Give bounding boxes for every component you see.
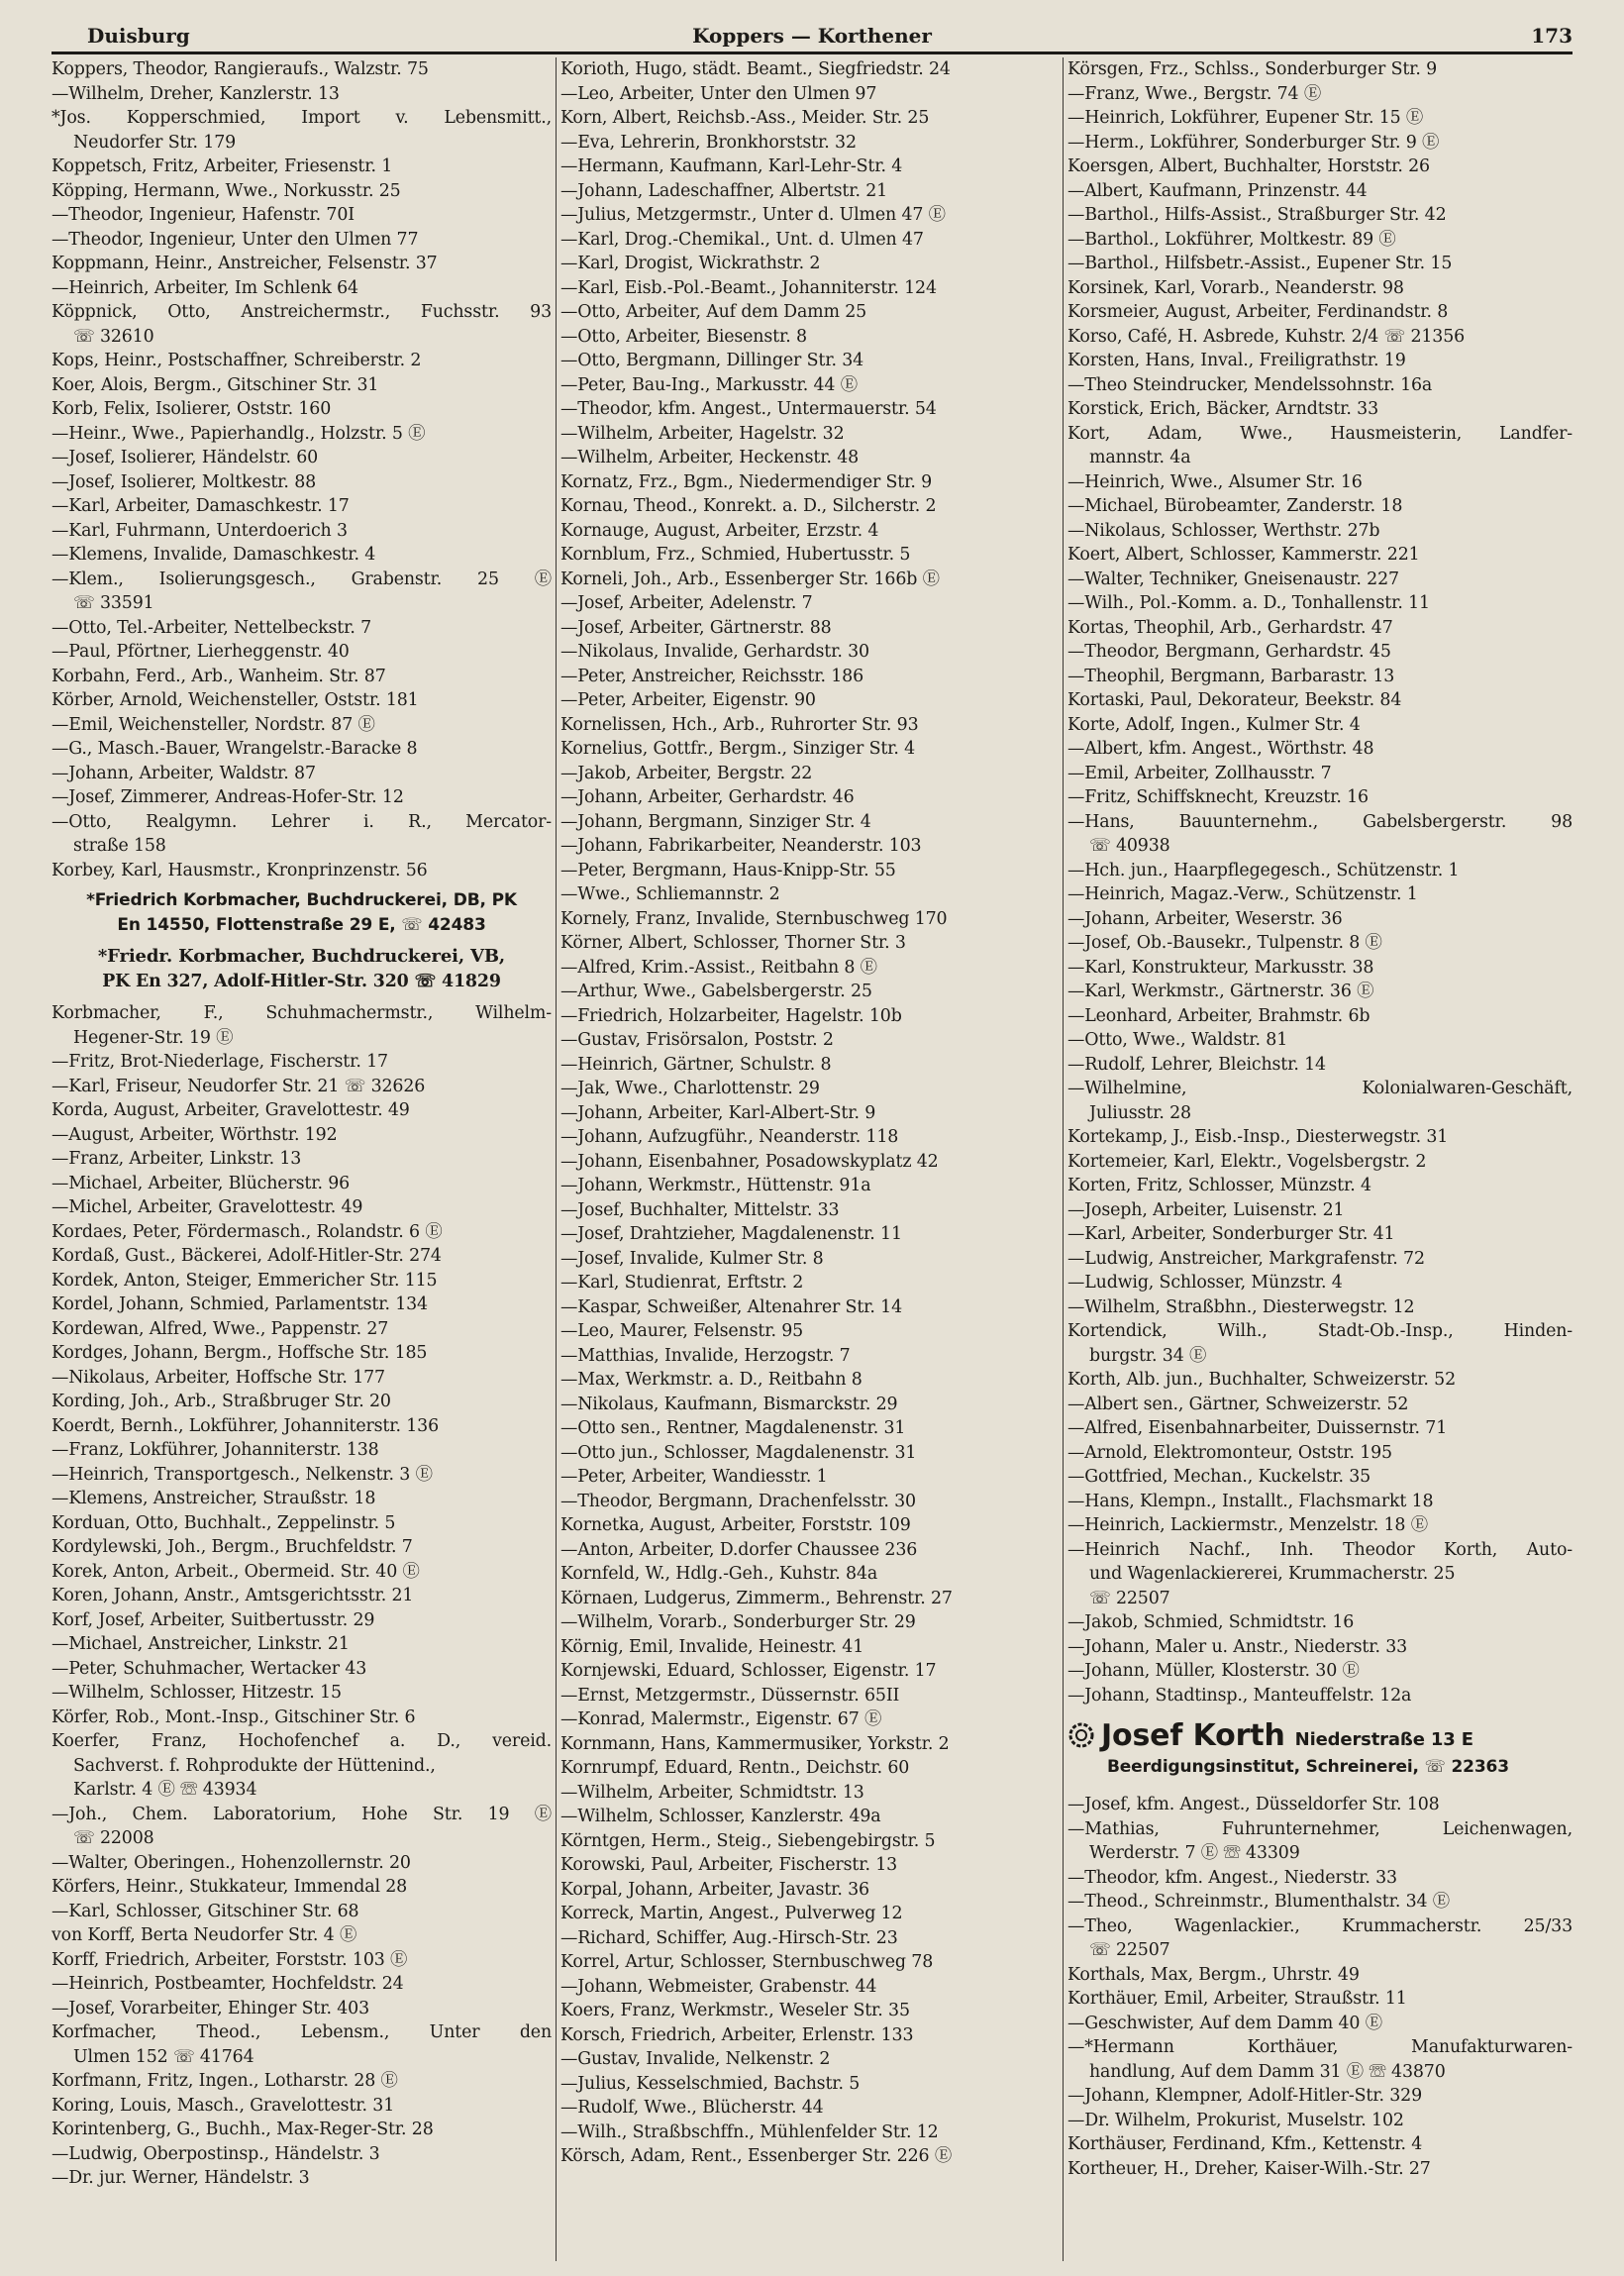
directory-entry: —Karl, Friseur, Neudorfer Str. 21 ☏ 32626 <box>51 1076 426 1096</box>
directory-entry: —Richard, Schiffer, Aug.-Hirsch-Str. 23 <box>560 1927 898 1948</box>
directory-entry: Korn, Albert, Reichsb.-Ass., Meider. Str. 25 <box>560 108 930 128</box>
column-rule <box>556 57 557 2261</box>
directory-entry: —Hermann, Kaufmann, Karl-Lehr-Str. 4 <box>560 156 903 176</box>
directory-entry: —Wilhelm, Arbeiter, Heckenstr. 48 <box>560 448 860 467</box>
directory-entry: —Josef, Arbeiter, Gärtnerstr. 88 <box>560 617 832 638</box>
directory-entry: Korstick, Erich, Bäcker, Arndtstr. 33 <box>1067 399 1379 419</box>
header-city: Duisburg <box>87 24 190 48</box>
directory-entry: Köppnick, Otto, Anstreichermstr., Fuchsstr. 93 <box>51 302 552 322</box>
directory-entry: —Peter, Bau-Ing., Markusstr. 44 Ⓔ <box>560 374 858 395</box>
directory-entry: ☏ 40938 <box>1089 836 1170 856</box>
directory-entry: Korte, Adolf, Ingen., Kulmer Str. 4 <box>1067 714 1361 735</box>
directory-entry: —Wilhelm, Vorarb., Sonderburger Str. 29 <box>560 1612 916 1632</box>
directory-entry: Kops, Heinr., Postschaffner, Schreiberstr. 2 <box>51 351 422 370</box>
directory-entry: —Emil, Arbeiter, Zollhausstr. 7 <box>1067 763 1332 783</box>
directory-entry: Kordylewski, Joh., Bergm., Bruchfeldstr. 7 <box>51 1537 413 1557</box>
directory-entry: Koert, Albert, Schlosser, Kammerstr. 221 <box>1067 545 1420 565</box>
directory-entry: —Walter, Techniker, Gneisenaustr. 227 <box>1067 569 1399 589</box>
directory-entry: —Klemens, Invalide, Damaschkestr. 4 <box>51 545 376 565</box>
directory-entry: —Peter, Anstreicher, Reichsstr. 186 <box>560 666 863 686</box>
directory-entry: —Theodor, kfm. Angest., Untermauerstr. 54 <box>560 399 937 419</box>
directory-entry: —Gottfried, Mechan., Kuckelstr. 35 <box>1067 1467 1371 1487</box>
directory-entry: —Michael, Anstreicher, Linkstr. 21 <box>51 1634 350 1654</box>
directory-entry: Kordges, Johann, Bergm., Hoffsche Str. 185 <box>51 1343 428 1363</box>
directory-entry: Kortaski, Paul, Dekorateur, Beekstr. 84 <box>1067 690 1402 710</box>
directory-entry: —Theo Steindrucker, Mendelssohnstr. 16a <box>1067 374 1433 395</box>
page-header <box>51 18 1573 54</box>
directory-entry: —Josef, Zimmerer, Andreas-Hofer-Str. 12 <box>51 787 404 807</box>
directory-entry: Kornelius, Gottfr., Bergm., Sinziger Str. 4 <box>560 739 916 759</box>
directory-entry: —Fritz, Brot-Niederlage, Fischerstr. 17 <box>51 1052 388 1072</box>
directory-entry: Kornrumpf, Eduard, Rentn., Deichstr. 60 <box>560 1758 910 1778</box>
directory-entry: —Anton, Arbeiter, D.dorfer Chaussee 236 <box>560 1539 918 1560</box>
directory-entry: —Johann, Arbeiter, Waldstr. 87 <box>51 763 316 783</box>
directory-entry: Korfmacher, Theod., Lebensm., Unter den <box>51 2022 552 2042</box>
directory-entry: Kortendick, Wilh., Stadt-Ob.-Insp., Hinden- <box>1067 1321 1573 1341</box>
directory-entry: Koring, Louis, Masch., Gravelottestr. 31 <box>51 2095 395 2116</box>
directory-entry: ☏ 33591 <box>73 593 154 613</box>
directory-entry: straße 158 <box>73 836 166 856</box>
directory-entry: —Josef, Invalide, Kulmer Str. 8 <box>560 1248 824 1269</box>
directory-entry: —Johann, Klempner, Adolf-Hitler-Str. 329 <box>1067 2086 1423 2106</box>
directory-entry: Korsch, Friedrich, Arbeiter, Erlenstr. 133 <box>560 2024 914 2045</box>
directory-entry: —Arthur, Wwe., Gabelsbergerstr. 25 <box>560 982 872 1001</box>
directory-entry: mannstr. 4a <box>1089 448 1191 467</box>
directory-entry: —Barthol., Hilfs-Assist., Straßburger Str. 42 <box>1067 205 1447 225</box>
directory-entry: —Friedrich, Holzarbeiter, Hagelstr. 10b <box>560 1005 902 1026</box>
directory-entry: —Ludwig, Schlosser, Münzstr. 4 <box>1067 1273 1343 1293</box>
directory-entry: —Rudolf, Wwe., Blücherstr. 44 <box>560 2098 824 2118</box>
directory-entry: Koren, Johann, Anstr., Amtsgerichtsstr. 21 <box>51 1586 414 1605</box>
directory-entry: —Wwe., Schliemannstr. 2 <box>560 884 780 904</box>
directory-entry: —Johann, Müller, Klosterstr. 30 Ⓔ <box>1067 1661 1360 1681</box>
directory-entry: —August, Arbeiter, Wörthstr. 192 <box>51 1124 338 1145</box>
column-2 <box>560 57 1059 2261</box>
directory-entry: Korbahn, Ferd., Arb., Wanheim. Str. 87 <box>51 666 386 686</box>
directory-entry: von Korff, Berta Neudorfer Str. 4 Ⓔ <box>51 1925 357 1945</box>
directory-entry: —Ludwig, Oberpostinsp., Händelstr. 3 <box>51 2143 380 2164</box>
directory-entry: —Karl, Drog.-Chemikal., Unt. d. Ulmen 47 <box>560 229 924 250</box>
directory-entry: —Peter, Bergmann, Haus-Knipp-Str. 55 <box>560 860 896 880</box>
directory-entry: —Theodor, Bergmann, Gerhardstr. 45 <box>1067 642 1391 662</box>
directory-entry: Kornau, Theod., Konrekt. a. D., Silcherstr. 2 <box>560 496 937 516</box>
directory-entry: —Johann, Eisenbahner, Posadowskyplatz 42 <box>560 1151 939 1172</box>
directory-entry: —Johann, Stadtinsp., Manteuffelstr. 12a <box>1067 1685 1412 1706</box>
directory-entry: —Otto, Tel.-Arbeiter, Nettelbeckstr. 7 <box>51 617 372 638</box>
directory-entry: Koppmann, Heinr., Anstreicher, Felsenstr. 37 <box>51 254 438 273</box>
directory-entry: —Karl, Arbeiter, Sonderburger Str. 41 <box>1067 1224 1395 1244</box>
directory-entry: Kortheuer, H., Dreher, Kaiser-Wilh.-Str. 27 <box>1067 2158 1431 2179</box>
directory-entry: Kornmann, Hans, Kammermusiker, Yorkstr. 2 <box>560 1733 950 1754</box>
directory-entry: Korpal, Johann, Arbeiter, Javastr. 36 <box>560 1879 869 1900</box>
directory-entry: —Walter, Oberingen., Hohenzollernstr. 20 <box>51 1852 411 1873</box>
directory-entry: Kordel, Johann, Schmied, Parlamentstr. 134 <box>51 1294 428 1314</box>
directory-entry: —Karl, Konstrukteur, Markusstr. 38 <box>1067 957 1374 978</box>
directory-entry: —Max, Werkmstr. a. D., Reitbahn 8 <box>560 1370 863 1390</box>
directory-entry: Korda, August, Arbeiter, Gravelottestr. 49 <box>51 1100 410 1120</box>
ad-address: Niederstraße 13 E <box>1294 1729 1473 1750</box>
directory-entry: —Johann, Arbeiter, Weserstr. 36 <box>1067 908 1343 929</box>
directory-entry: Kornatz, Frz., Bgm., Niedermendiger Str. 9 <box>560 471 933 492</box>
directory-entry: —Otto, Arbeiter, Biesenstr. 8 <box>560 326 807 347</box>
directory-entry: ☏ 22507 <box>1089 1588 1170 1608</box>
directory-entry: —Theo, Wagenlackier., Krummacherstr. 25/33 <box>1067 1915 1573 1936</box>
directory-entry: —Nikolaus, Invalide, Gerhardstr. 30 <box>560 642 869 662</box>
directory-entry: Neudorfer Str. 179 <box>73 132 237 153</box>
directory-entry: Körfer, Rob., Mont.-Insp., Gitschiner Str. 6 <box>51 1707 416 1727</box>
directory-entry: Korintenberg, G., Buchh., Max-Reger-Str. 28 <box>51 2120 434 2139</box>
ad-line: En 14550, Flottenstraße 29 E, ☏ 42483 <box>117 914 486 935</box>
directory-entry: —Heinrich, Wwe., Alsumer Str. 16 <box>1067 471 1363 492</box>
directory-entry: —Wilh., Pol.-Komm. a. D., Tonhallenstr. 11 <box>1067 593 1430 613</box>
directory-entry: —Franz, Lokführer, Johanniterstr. 138 <box>51 1440 379 1460</box>
directory-entry: Korso, Café, H. Asbrede, Kuhstr. 2/4 ☏ 21356 <box>1067 326 1466 347</box>
directory-entry: —Johann, Arbeiter, Karl-Albert-Str. 9 <box>560 1102 876 1123</box>
directory-entry: —Nikolaus, Arbeiter, Hoffsche Str. 177 <box>51 1367 385 1388</box>
directory-entry: —Josef, Ob.-Bausekr., Tulpenstr. 8 Ⓔ <box>1067 933 1382 953</box>
directory-entry: —Joh., Chem. Laboratorium, Hohe Str. 19 Ⓔ <box>51 1804 552 1824</box>
directory-entry: Körfers, Heinr., Stukkateur, Immendal 28 <box>51 1877 408 1897</box>
directory-entry: —Heinrich, Magaz.-Verw., Schützenstr. 1 <box>1067 884 1418 904</box>
directory-entry: Kortemeier, Karl, Elektr., Vogelsbergstr. 2 <box>1067 1151 1427 1172</box>
directory-entry: —Otto jun., Schlosser, Magdalenenstr. 31 <box>560 1442 917 1463</box>
directory-entry: Korioth, Hugo, städt. Beamt., Siegfriedstr. 24 <box>560 59 951 79</box>
directory-entry: Korowski, Paul, Arbeiter, Fischerstr. 13 <box>560 1855 898 1875</box>
directory-entry: —Eva, Lehrerin, Bronkhorststr. 32 <box>560 132 857 153</box>
directory-entry: —Karl, Eisb.-Pol.-Beamt., Johanniterstr. 124 <box>560 277 937 298</box>
directory-entry: —Michael, Arbeiter, Blücherstr. 96 <box>51 1173 351 1193</box>
directory-entry: —Klemens, Anstreicher, Straußstr. 18 <box>51 1489 376 1508</box>
ad-line: PK En 327, Adolf-Hitler-Str. 320 ☏ 41829 <box>102 971 501 991</box>
directory-entry: Köpping, Hermann, Wwe., Norkusstr. 25 <box>51 180 401 201</box>
directory-entry: Korth, Alb. jun., Buchhalter, Schweizerstr. 52 <box>1067 1370 1456 1390</box>
directory-entry: Kortekamp, J., Eisb.-Insp., Diesterwegstr. 31 <box>1067 1127 1449 1147</box>
directory-entry: Körnaen, Ludgerus, Zimmerm., Behrenstr. 27 <box>560 1588 953 1608</box>
directory-entry: Werderstr. 7 Ⓔ ☏ 43309 <box>1089 1843 1300 1863</box>
directory-entry: —Johann, Arbeiter, Gerhardstr. 46 <box>560 787 855 807</box>
ad-headline <box>1067 1718 1573 1753</box>
directory-entry: ☏ 32610 <box>73 326 154 347</box>
directory-entry: Körsgen, Frz., Schlss., Sonderburger Str. 9 <box>1067 59 1438 79</box>
directory-entry: Kordek, Anton, Steiger, Emmericher Str. 115 <box>51 1270 438 1291</box>
directory-entry: —Leonhard, Arbeiter, Brahmstr. 6b <box>1067 1005 1370 1026</box>
directory-entry: —Jakob, Arbeiter, Bergstr. 22 <box>560 763 813 783</box>
directory-entry: Korduan, Otto, Buchhalt., Zeppelinstr. 5 <box>51 1512 396 1533</box>
directory-entry: —Johann, Ladeschaffner, Albertstr. 21 <box>560 180 888 201</box>
directory-entry: Körnig, Emil, Invalide, Heinestr. 41 <box>560 1636 864 1657</box>
directory-entry: Korthals, Max, Bergm., Uhrstr. 49 <box>1067 1964 1360 1985</box>
directory-entry: —Wilhelm, Schlosser, Hitzestr. 15 <box>51 1683 342 1703</box>
directory-entry: —Theodor, Ingenieur, Hafenstr. 70I <box>51 205 355 225</box>
directory-entry: —Wilhelm, Schlosser, Kanzlerstr. 49a <box>560 1807 881 1826</box>
directory-entry: Hegener-Str. 19 Ⓔ <box>73 1027 234 1048</box>
directory-entry: —*Hermann Korthäuer, Manufakturwaren- <box>1067 2037 1573 2057</box>
directory-entry: Koppers, Theodor, Rangieraufs., Walzstr. 75 <box>51 59 429 79</box>
directory-entry: —Joseph, Arbeiter, Luisenstr. 21 <box>1067 1199 1345 1220</box>
directory-entry: —Heinrich Nachf., Inh. Theodor Korth, Auto- <box>1067 1539 1573 1560</box>
directory-entry: —Karl, Schlosser, Gitschiner Str. 68 <box>51 1901 359 1921</box>
directory-entry: Kornelissen, Hch., Arb., Ruhrorter Str. 93 <box>560 714 919 735</box>
directory-entry: —Hans, Klempn., Installt., Flachsmarkt 18 <box>1067 1491 1434 1511</box>
directory-entry: —Nikolaus, Schlosser, Werthstr. 27b <box>1067 520 1380 541</box>
directory-entry: —Karl, Fuhrmann, Unterdoerich 3 <box>51 520 348 541</box>
directory-entry: —Theophil, Bergmann, Barbarastr. 13 <box>1067 666 1395 686</box>
directory-entry: Körner, Albert, Schlosser, Thorner Str. 3 <box>560 933 906 953</box>
directory-entry: —Karl, Werkmstr., Gärtnerstr. 36 Ⓔ <box>1067 982 1374 1001</box>
directory-entry: Koersgen, Albert, Buchhalter, Horststr. 26 <box>1067 156 1430 176</box>
directory-entry: Kording, Joh., Arb., Straßbruger Str. 20 <box>51 1392 391 1411</box>
directory-entry: —Johann, Aufzugführ., Neanderstr. 118 <box>560 1127 899 1147</box>
directory-entry: —Dr. jur. Werner, Händelstr. 3 <box>51 2168 310 2188</box>
column-3 <box>1067 57 1573 2261</box>
directory-entry: —Gustav, Invalide, Nelkenstr. 2 <box>560 2049 831 2069</box>
directory-entry: —Arnold, Elektromonteur, Oststr. 195 <box>1067 1442 1392 1463</box>
directory-entry: —Fritz, Schiffsknecht, Kreuzstr. 16 <box>1067 787 1369 807</box>
directory-entry: —Geschwister, Auf dem Damm 40 Ⓔ <box>1067 2013 1382 2033</box>
directory-entry: —Kaspar, Schweißer, Altenahrer Str. 14 <box>560 1296 902 1317</box>
directory-entry: —Ludwig, Anstreicher, Markgrafenstr. 72 <box>1067 1248 1425 1269</box>
directory-entry: handlung, Auf dem Damm 31 Ⓔ ☏ 43870 <box>1089 2061 1446 2082</box>
directory-entry: ☏ 22507 <box>1089 1940 1170 1960</box>
directory-entry: —Wilhelm, Dreher, Kanzlerstr. 13 <box>51 83 340 104</box>
directory-entry: Ulmen 152 ☏ 41764 <box>73 2046 254 2067</box>
directory-entry: *Jos. Kopperschmied, Import v. Lebensmitt., <box>51 108 552 128</box>
directory-entry: Kornblum, Frz., Schmied, Hubertusstr. 5 <box>560 545 911 565</box>
directory-entry: Korek, Anton, Arbeit., Obermeid. Str. 40 Ⓔ <box>51 1561 420 1582</box>
directory-entry: burgstr. 34 Ⓔ <box>1089 1345 1207 1366</box>
directory-entry: —Heinrich, Gärtner, Schulstr. 8 <box>560 1054 832 1075</box>
directory-entry: —G., Masch.-Bauer, Wrangelstr.-Baracke 8 <box>51 739 418 759</box>
directory-entry: —Theodor, Ingenieur, Unter den Ulmen 77 <box>51 229 419 250</box>
directory-entry: —Albert sen., Gärtner, Schweizerstr. 52 <box>1067 1394 1409 1414</box>
directory-entry: —Franz, Arbeiter, Linkstr. 13 <box>51 1149 302 1169</box>
directory-entry: —Otto, Arbeiter, Auf dem Damm 25 <box>560 302 867 322</box>
directory-entry: Kornauge, August, Arbeiter, Erzstr. 4 <box>560 520 879 541</box>
directory-entry: Korbmacher, F., Schuhmachermstr., Wilhelm- <box>51 1003 552 1023</box>
directory-entry: —Leo, Maurer, Felsenstr. 95 <box>560 1321 804 1341</box>
directory-entry: —Johann, Fabrikarbeiter, Neanderstr. 103 <box>560 836 922 856</box>
directory-entry: —Josef, Buchhalter, Mittelstr. 33 <box>560 1199 840 1220</box>
directory-entry: —Johann, Werkmstr., Hüttenstr. 91a <box>560 1176 871 1195</box>
directory-entry: —Gustav, Frisörsalon, Poststr. 2 <box>560 1030 834 1050</box>
ad-name: Josef Korth <box>1101 1718 1285 1753</box>
directory-entry: —Konrad, Malermstr., Eigenstr. 67 Ⓔ <box>560 1709 882 1729</box>
directory-entry: —Theod., Schreinmstr., Blumenthalstr. 34 Ⓔ <box>1067 1892 1451 1912</box>
directory-entry: —Josef, Drahtzieher, Magdalenenstr. 11 <box>560 1224 902 1244</box>
directory-entry: Korneli, Joh., Arb., Essenberger Str. 166b Ⓔ <box>560 569 940 589</box>
directory-entry: Korsten, Hans, Inval., Freiligrathstr. 19 <box>1067 351 1406 370</box>
directory-entry: —Heinrich, Arbeiter, Im Schlenk 64 <box>51 277 358 298</box>
directory-entry: —Heinrich, Lackiermstr., Menzelstr. 18 Ⓔ <box>1067 1515 1428 1535</box>
directory-entry: —Josef, Isolierer, Moltkestr. 88 <box>51 471 317 492</box>
directory-entry: —Dr. Wilhelm, Prokurist, Muselstr. 102 <box>1067 2110 1404 2130</box>
directory-entry: Kornfeld, W., Hdlg.-Geh., Kuhstr. 84a <box>560 1564 878 1584</box>
directory-entry: Koppetsch, Fritz, Arbeiter, Friesenstr. 1 <box>51 156 393 176</box>
directory-entry: —Wilh., Straßbschffn., Mühlenfelder Str. 12 <box>560 2121 939 2142</box>
directory-entry: Korfmann, Fritz, Ingen., Lotharstr. 28 Ⓔ <box>51 2071 398 2091</box>
header-range: Koppers — Korthener <box>692 24 932 48</box>
directory-entry: —Matthias, Invalide, Herzogstr. 7 <box>560 1345 851 1366</box>
directory-entry: —Herm., Lokführer, Sonderburger Str. 9 Ⓔ <box>1067 132 1440 153</box>
directory-entry: Koerdt, Bernh., Lokführer, Johanniterstr. 136 <box>51 1415 439 1436</box>
directory-entry: Kornjewski, Eduard, Schlosser, Eigenstr. 17 <box>560 1661 937 1681</box>
directory-entry: —Wilhelm, Arbeiter, Hagelstr. 32 <box>560 423 845 444</box>
directory-entry: Kordaß, Gust., Bäckerei, Adolf-Hitler-Str. 274 <box>51 1246 442 1266</box>
directory-entry: —Albert, Kaufmann, Prinzenstr. 44 <box>1067 180 1368 201</box>
directory-entry: —Heinr., Wwe., Papierhandlg., Holzstr. 5 Ⓔ <box>51 423 426 444</box>
directory-entry: —Wilhelm, Straßbhn., Diesterwegstr. 12 <box>1067 1296 1415 1317</box>
directory-entry: —Alfred, Krim.-Assist., Reitbahn 8 Ⓔ <box>560 957 877 978</box>
directory-entry: —Michel, Arbeiter, Gravelottestr. 49 <box>51 1197 363 1217</box>
directory-entry: Körsch, Adam, Rent., Essenberger Str. 226 Ⓔ <box>560 2146 953 2166</box>
directory-entry: Korrel, Artur, Schlosser, Sternbuschweg 78 <box>560 1952 934 1972</box>
directory-entry: —Heinrich, Postbeamter, Hochfeldstr. 24 <box>51 1974 404 1994</box>
directory-entry: —Peter, Arbeiter, Wandiesstr. 1 <box>560 1467 828 1487</box>
directory-entry: —Paul, Pförtner, Lierheggenstr. 40 <box>51 642 350 662</box>
directory-entry: —Emil, Weichensteller, Nordstr. 87 Ⓔ <box>51 714 375 735</box>
column-rule <box>1063 57 1064 2261</box>
directory-entry: —Barthol., Lokführer, Moltkestr. 89 Ⓔ <box>1067 229 1396 250</box>
directory-entry: —Leo, Arbeiter, Unter den Ulmen 97 <box>560 83 877 104</box>
directory-entry: —Nikolaus, Kaufmann, Bismarckstr. 29 <box>560 1394 898 1414</box>
directory-entry: und Wagenlackiererei, Krummacherstr. 25 <box>1089 1564 1456 1584</box>
directory-entry: Korb, Felix, Isolierer, Oststr. 160 <box>51 399 332 419</box>
directory-entry: —Karl, Arbeiter, Damaschkestr. 17 <box>51 496 350 516</box>
directory-entry: —Peter, Schuhmacher, Wertacker 43 <box>51 1658 367 1679</box>
directory-entry: Kordaes, Peter, Fördermasch., Rolandstr. 6 Ⓔ <box>51 1221 443 1242</box>
directory-entry: —Klem., Isolierungsgesch., Grabenstr. 25 Ⓔ <box>51 569 552 589</box>
directory-entry: Kornetka, August, Arbeiter, Forststr. 109 <box>560 1515 911 1535</box>
directory-entry: —Franz, Wwe., Bergstr. 74 Ⓔ <box>1067 83 1322 104</box>
directory-entry: Korf, Josef, Arbeiter, Suitbertusstr. 29 <box>51 1609 375 1630</box>
directory-entry: —Hch. jun., Haarpflegegesch., Schützenstr. 1 <box>1067 860 1460 880</box>
directory-entry: —Karl, Drogist, Wickrathstr. 2 <box>560 254 821 273</box>
directory-entry: Koers, Franz, Werkmstr., Weseler Str. 35 <box>560 2001 910 2020</box>
directory-entry: Korsmeier, August, Arbeiter, Ferdinandstr. 8 <box>1067 302 1449 322</box>
directory-entry: —Johann, Maler u. Anstr., Niederstr. 33 <box>1067 1636 1408 1657</box>
directory-entry: Sachverst. f. Rohprodukte der Hüttenind., <box>73 1755 436 1776</box>
ad-subline: Beerdigungsinstitut, Schreinerei, ☏ 22363 <box>1107 1756 1509 1777</box>
directory-entry: —Otto, Realgymn. Lehrer i. R., Mercator- <box>51 811 552 832</box>
directory-entry: —Karl, Studienrat, Erftstr. 2 <box>560 1273 804 1293</box>
directory-entry: —Ernst, Metzgermstr., Düssernstr. 65II <box>560 1685 900 1706</box>
directory-entry: Kornely, Franz, Invalide, Sternbuschweg 170 <box>560 908 948 929</box>
directory-entry: Koer, Alois, Bergm., Gitschiner Str. 31 <box>51 374 379 395</box>
directory-entry: Körntgen, Herm., Steig., Siebengebirgstr. 5 <box>560 1830 936 1851</box>
ad-josef-korth <box>1067 1718 1573 1779</box>
directory-entry: Karlstr. 4 Ⓔ ☏ 43934 <box>73 1780 257 1800</box>
directory-entry: —Michael, Bürobeamter, Zanderstr. 18 <box>1067 496 1403 516</box>
directory-entry: —Otto, Bergmann, Dillinger Str. 34 <box>560 351 864 370</box>
ad-korbmacher-1 <box>51 888 552 937</box>
directory-entry: ☏ 22008 <box>73 1828 154 1848</box>
directory-entry: —Rudolf, Lehrer, Bleichstr. 14 <box>1067 1054 1326 1075</box>
directory-entry: Korreck, Martin, Angest., Pulverweg 12 <box>560 1904 903 1923</box>
directory-entry: —Wilhelmine, Kolonialwaren-Geschäft, <box>1067 1079 1573 1098</box>
directory-entry: —Otto sen., Rentner, Magdalenenstr. 31 <box>560 1418 906 1438</box>
directory-entry: Körber, Arnold, Weichensteller, Oststr. 181 <box>51 690 419 710</box>
directory-entry: —Theodor, kfm. Angest., Niederstr. 33 <box>1067 1867 1397 1888</box>
directory-entry: —Alfred, Eisenbahnarbeiter, Duissernstr. 71 <box>1067 1418 1448 1438</box>
directory-entry: —Theodor, Bergmann, Drachenfelsstr. 30 <box>560 1491 916 1511</box>
directory-entry: —Josef, Isolierer, Händelstr. 60 <box>51 448 319 467</box>
directory-entry: Kordewan, Alfred, Wwe., Pappenstr. 27 <box>51 1318 389 1339</box>
directory-entry: —Heinrich, Transportgesch., Nelkenstr. 3 Ⓔ <box>51 1464 433 1485</box>
directory-entry: Kort, Adam, Wwe., Hausmeisterin, Landfer- <box>1067 423 1573 444</box>
directory-entry: —Hans, Bauunternehm., Gabelsbergerstr. 98 <box>1067 811 1573 832</box>
directory-entry: —Josef, kfm. Angest., Düsseldorfer Str. 108 <box>1067 1795 1440 1814</box>
directory-entry: —Johann, Webmeister, Grabenstr. 44 <box>560 1976 877 1997</box>
directory-entry: Koerfer, Franz, Hochofenchef a. D., vereid. <box>51 1731 552 1751</box>
directory-entry: —Barthol., Hilfsbetr.-Assist., Eupener Str. 15 <box>1067 254 1453 273</box>
directory-entry: —Josef, Vorarbeiter, Ehinger Str. 403 <box>51 1998 369 2018</box>
column-1 <box>51 57 552 2261</box>
directory-entry: —Otto, Wwe., Waldstr. 81 <box>1067 1030 1288 1050</box>
ad-line: *Friedrich Korbmacher, Buchdruckerei, DB, PK <box>86 890 517 910</box>
directory-entry: —Jakob, Schmied, Schmidtstr. 16 <box>1067 1612 1355 1632</box>
ad-line: *Friedr. Korbmacher, Buchdruckerei, VB, <box>97 946 506 967</box>
directory-entry: —Albert, kfm. Angest., Wörthstr. 48 <box>1067 739 1374 759</box>
wreath-logo-icon <box>1067 1721 1095 1749</box>
directory-entry: —Mathias, Fuhrunternehmer, Leichenwagen, <box>1067 1818 1573 1839</box>
directory-entry: —Johann, Bergmann, Sinziger Str. 4 <box>560 811 871 832</box>
page-number: 173 <box>1531 24 1573 48</box>
directory-entry: Korff, Friedrich, Arbeiter, Forststr. 103 Ⓔ <box>51 1949 408 1970</box>
ad-korbmacher-2 <box>51 945 552 993</box>
directory-entry: Korten, Fritz, Schlosser, Münzstr. 4 <box>1067 1176 1371 1195</box>
directory-entry: —Josef, Arbeiter, Adelenstr. 7 <box>560 593 813 613</box>
directory-entry: —Jak, Wwe., Charlottenstr. 29 <box>560 1079 820 1098</box>
directory-entry: Korbey, Karl, Hausmstr., Kronprinzenstr. 56 <box>51 860 428 880</box>
directory-entry: —Peter, Arbeiter, Eigenstr. 90 <box>560 690 816 710</box>
directory-entry: —Julius, Metzgermstr., Unter d. Ulmen 47 Ⓔ <box>560 205 946 225</box>
directory-entry: Kortas, Theophil, Arb., Gerhardstr. 47 <box>1067 617 1393 638</box>
directory-entry: —Heinrich, Lokführer, Eupener Str. 15 Ⓔ <box>1067 108 1424 128</box>
directory-entry: —Julius, Kesselschmied, Bachstr. 5 <box>560 2073 861 2094</box>
directory-entry: Korthäuser, Ferdinand, Kfm., Kettenstr. 4 <box>1067 2134 1423 2154</box>
directory-entry: Juliusstr. 28 <box>1089 1102 1191 1123</box>
directory-entry: —Wilhelm, Arbeiter, Schmidtstr. 13 <box>560 1782 864 1803</box>
directory-entry: Korsinek, Karl, Vorarb., Neanderstr. 98 <box>1067 277 1404 298</box>
directory-entry: Korthäuer, Emil, Arbeiter, Straußstr. 11 <box>1067 1989 1407 2009</box>
